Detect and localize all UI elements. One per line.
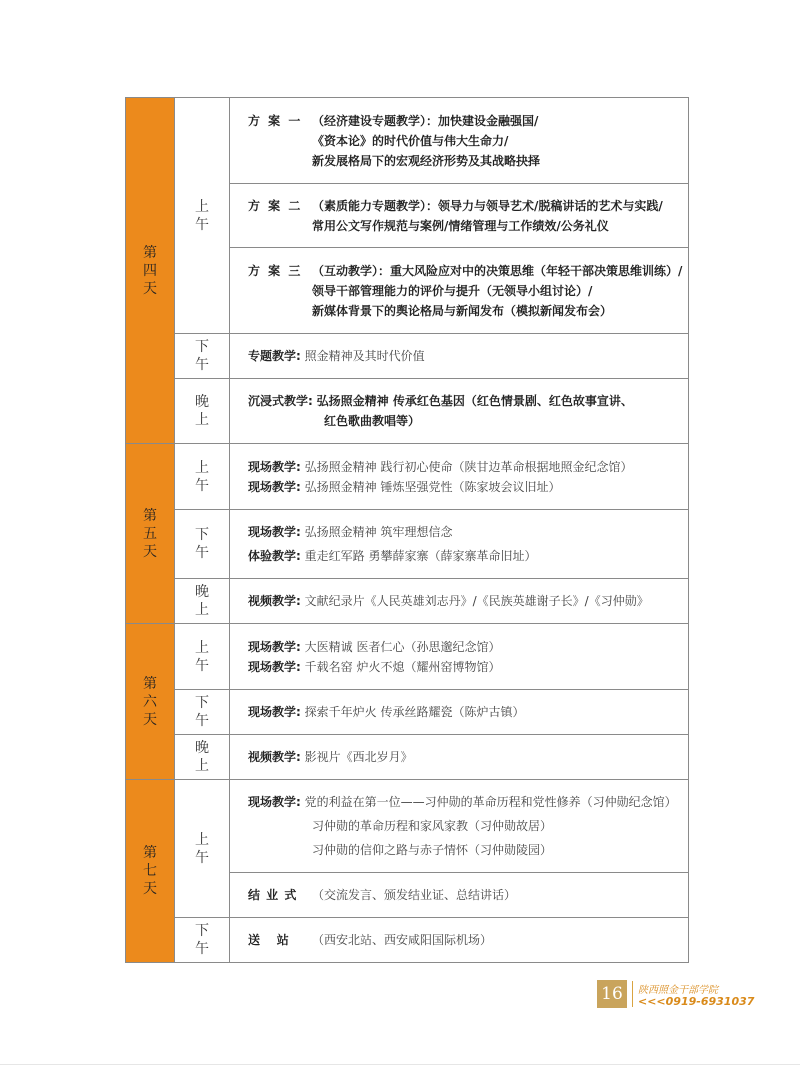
session-cell: [230, 444, 689, 510]
period-label: 上午: [195, 198, 209, 233]
session-cell: [230, 624, 689, 690]
session-type: 现场教学:: [248, 459, 301, 474]
session-type: 沉浸式教学:: [248, 394, 313, 408]
session-text: 大医精诚 医者仁心（孙思邈纪念馆）: [304, 639, 501, 654]
session-type: 专题教学:: [248, 349, 301, 363]
session-cell: [230, 780, 689, 873]
session-type: 现场教学:: [248, 705, 301, 719]
period-label: 下午: [195, 339, 209, 373]
session-text: 影视片《西北岁月》: [304, 750, 413, 764]
table-row: [126, 780, 689, 873]
session-cell: [230, 510, 689, 579]
day-label-cell: [126, 444, 175, 624]
plan-label: 方 案 一: [248, 113, 303, 128]
period-label: 晚上: [195, 394, 209, 428]
period-cell: [175, 624, 230, 690]
period-label: 晚上: [195, 584, 209, 618]
day-label-cell: [126, 98, 175, 444]
session-text: 习仲勋的革命历程和家风家教（习仲勋故居）: [312, 819, 553, 833]
day-label-cell: [126, 780, 175, 963]
session-type: 现场教学:: [248, 659, 301, 674]
table-row: [126, 735, 689, 780]
session-text: 文献纪录片《人民英雄刘志丹》/《民族英雄谢子长》/《习仲勋》: [304, 594, 649, 608]
plan-label: 方 案 三: [248, 263, 303, 278]
plan-cell: [230, 248, 689, 334]
session-type: 现场教学:: [248, 795, 301, 809]
session-text: 千载名窑 炉火不熄（耀州窑博物馆）: [304, 659, 501, 674]
session-text: 习仲勋的信仰之路与赤子情怀（习仲勋陵园）: [312, 843, 553, 857]
session-cell: [230, 873, 689, 918]
session-type: 现场教学:: [248, 479, 301, 494]
plan-text: 《资本论》的时代价值与伟大生命力/: [312, 133, 509, 148]
plan-cell: [230, 98, 689, 184]
plan-text: 常用公文写作规范与案例/情绪管理与工作绩效/公务礼仪: [312, 218, 609, 233]
plan-label: 方 案 二: [248, 198, 303, 213]
table-row: [126, 624, 689, 690]
session-type: 体验教学:: [248, 549, 301, 563]
plan-text: （经济建设专题教学）：加快建设金融强国/: [312, 113, 539, 128]
table-row: [126, 510, 689, 579]
table-row: [126, 98, 689, 184]
day-label-cell: [126, 624, 175, 780]
period-label: 下午: [195, 527, 209, 561]
period-cell: [175, 579, 230, 624]
session-cell: [230, 735, 689, 780]
day-label: 第六天: [143, 675, 157, 728]
session-text: 党的利益在第一位——习仲勋的革命历程和党性修养（习仲勋纪念馆）: [304, 795, 677, 809]
period-label: 下午: [195, 923, 209, 957]
period-cell: [175, 735, 230, 780]
period-label: 上午: [195, 831, 209, 866]
period-cell: [175, 444, 230, 510]
session-text: 弘扬照金精神 践行初心使命（陕甘边革命根据地照金纪念馆）: [304, 459, 633, 474]
plan-text: 新发展格局下的宏观经济形势及其战略抉择: [312, 153, 541, 168]
period-cell: [175, 98, 230, 334]
session-text: 弘扬照金精神 传承红色基因（红色情景剧、红色故事宣讲、: [316, 394, 633, 408]
session-cell: [230, 579, 689, 624]
plan-cell: [230, 184, 689, 248]
period-cell: [175, 780, 230, 918]
session-text: 红色歌曲教唱等）: [324, 414, 421, 428]
session-type: 送 站: [248, 933, 289, 947]
schedule-table: [125, 97, 689, 963]
session-text: 照金精神及其时代价值: [304, 349, 425, 363]
period-cell: [175, 690, 230, 735]
plan-text: （素质能力专题教学）：领导力与领导艺术/脱稿讲话的艺术与实践/: [312, 198, 663, 213]
table-row: [126, 690, 689, 735]
period-cell: [175, 918, 230, 963]
period-cell: [175, 379, 230, 444]
day-label: 第五天: [143, 507, 157, 560]
bottom-divider: [0, 1064, 800, 1065]
period-label: 上午: [195, 459, 209, 494]
table-row: [126, 334, 689, 379]
page-number: 16: [597, 980, 627, 1008]
period-label: 上午: [195, 639, 209, 674]
plan-text: 新媒体背景下的舆论格局与新闻发布（模拟新闻发布会）: [312, 303, 613, 318]
day-label: 第七天: [143, 845, 157, 897]
session-text: 重走红军路 勇攀薛家寨（薛家寨革命旧址）: [304, 549, 537, 563]
session-text: 弘扬照金精神 筑牢理想信念: [304, 525, 453, 539]
session-cell: [230, 334, 689, 379]
period-label: 下午: [195, 695, 209, 729]
plan-text: （互动教学）：重大风险应对中的决策思维（年轻干部决策思维训练）/: [312, 263, 683, 278]
period-label: 晚上: [195, 740, 209, 774]
period-cell: [175, 510, 230, 579]
phone-number: <<<0919-6931037: [638, 995, 755, 1008]
table-row: [126, 918, 689, 963]
school-name: 陕西照金干部学院: [638, 985, 718, 996]
session-text: 探索千年炉火 传承丝路耀瓷（陈炉古镇）: [304, 705, 525, 719]
session-type: 结 业 式: [248, 888, 298, 902]
footer-divider: [632, 981, 633, 1007]
day-label: 第四天: [143, 244, 157, 297]
session-cell: [230, 690, 689, 735]
plan-text: 领导干部管理能力的评价与提升（无领导小组讨论）/: [312, 283, 593, 298]
session-text: 弘扬照金精神 锤炼坚强党性（陈家坡会议旧址）: [304, 479, 561, 494]
session-text: （交流发言、颁发结业证、总结讲话）: [312, 888, 517, 902]
session-type: 视频教学:: [248, 750, 301, 764]
table-row: [126, 579, 689, 624]
session-type: 现场教学:: [248, 639, 301, 654]
period-cell: [175, 334, 230, 379]
session-cell: [230, 918, 689, 963]
session-text: （西安北站、西安咸阳国际机场）: [312, 933, 493, 947]
session-cell: [230, 379, 689, 444]
session-type: 视频教学:: [248, 594, 301, 608]
session-type: 现场教学:: [248, 525, 301, 539]
table-row: [126, 444, 689, 510]
table-row: [126, 379, 689, 444]
